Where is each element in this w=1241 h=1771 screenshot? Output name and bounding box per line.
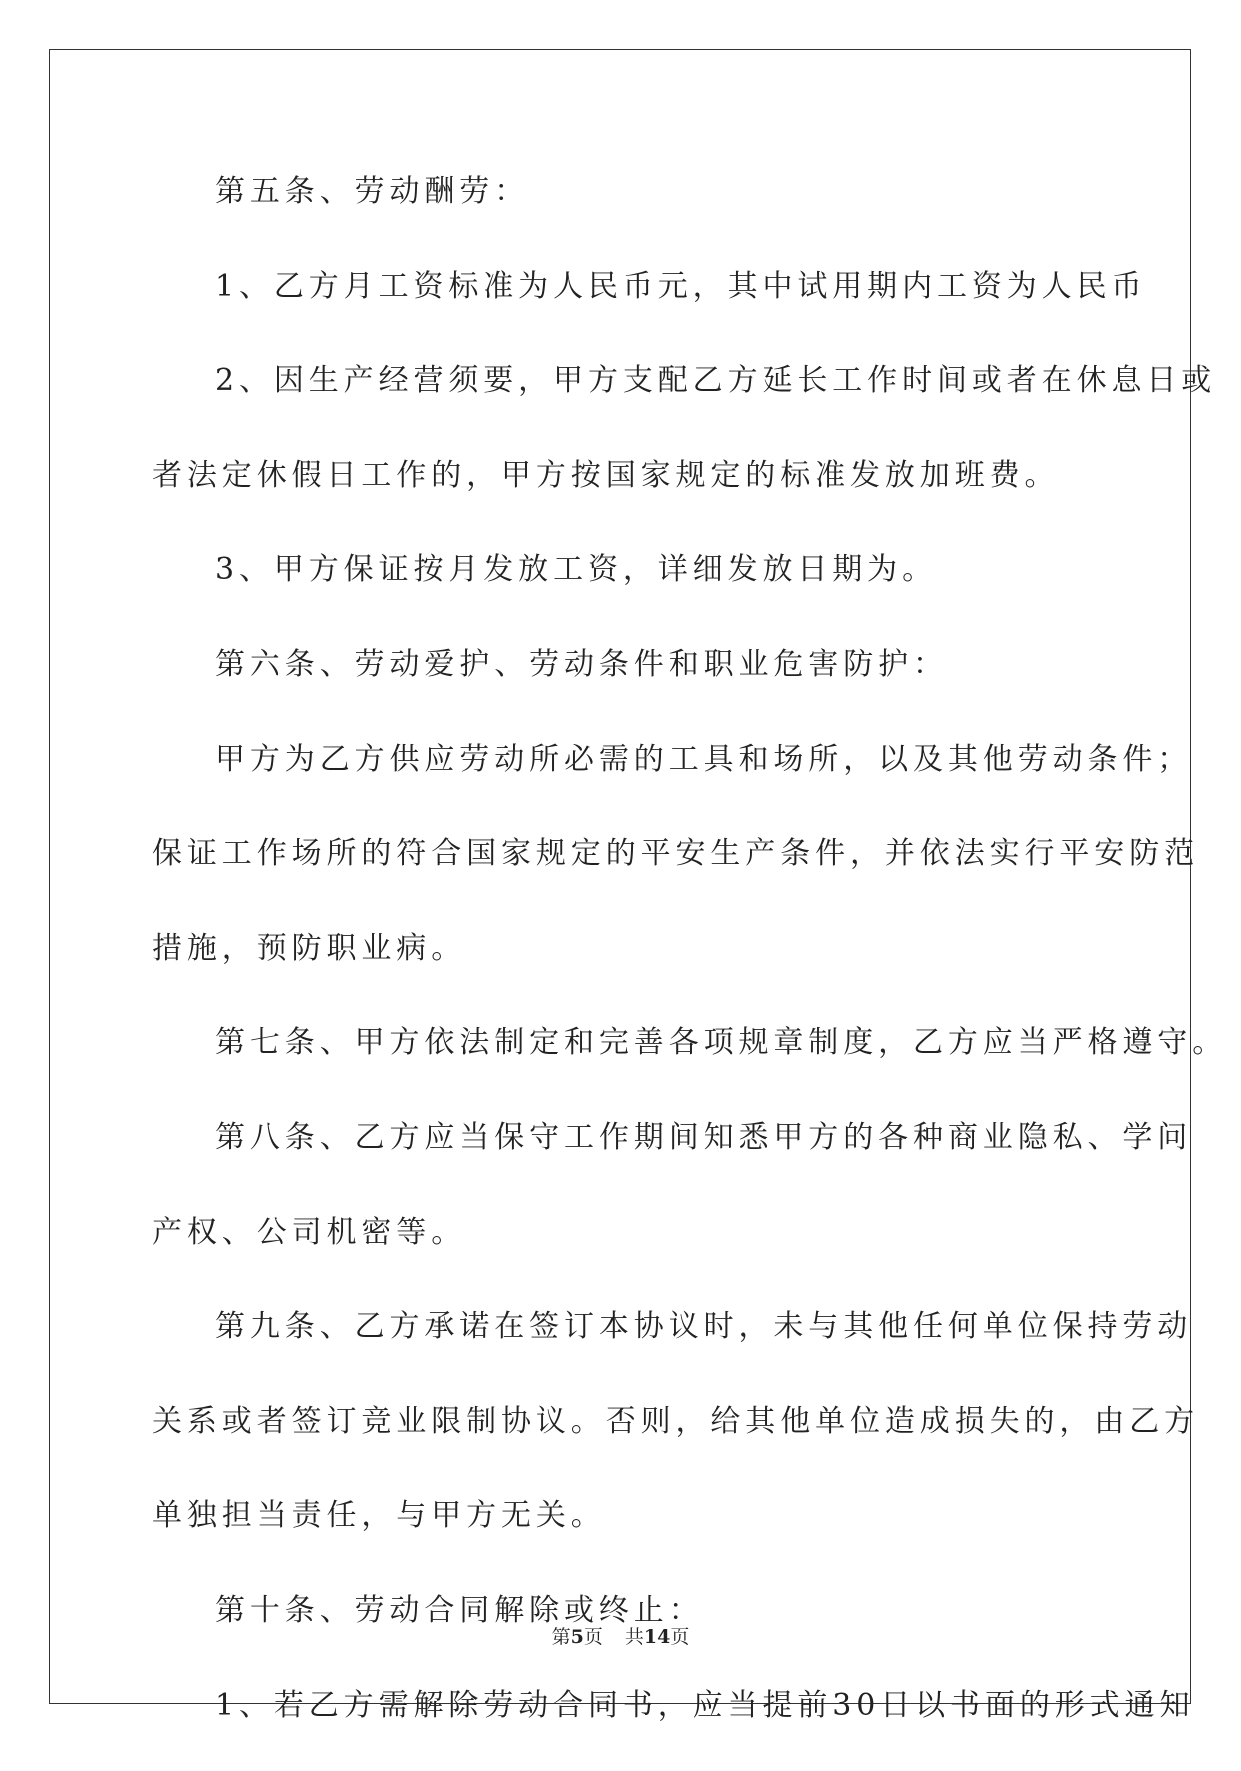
- text-line: 保证工作场所的符合国家规定的平安生产条件，并依法实行平安防范: [152, 836, 1199, 872]
- page-footer: [0, 1622, 1241, 1649]
- text-line: 第六条、劳动爱护、劳动条件和职业危害防护：: [215, 646, 948, 682]
- text-line: 1、若乙方需解除劳动合同书，应当提前30日以书面的形式通知: [215, 1687, 1195, 1723]
- text-line: 关系或者签订竞业限制协议。否则，给其他单位造成损失的，由乙方: [152, 1403, 1199, 1439]
- text-line: 3、甲方保证按月发放工资，详细发放日期为。: [215, 552, 937, 588]
- footer-total-prefix: 共: [624, 1626, 644, 1648]
- total-page-count: 14: [643, 1626, 671, 1648]
- document-body: [152, 163, 1228, 1771]
- footer-page-unit: 页: [583, 1626, 603, 1648]
- current-page-number: 5: [570, 1626, 584, 1648]
- paragraph-list: [152, 163, 1228, 1734]
- text-line: 2、因生产经营须要，甲方支配乙方延长工作时间或者在休息日或: [215, 363, 1217, 399]
- text-line: 第七条、甲方依法制定和完善各项规章制度，乙方应当严格遵守。: [215, 1025, 1228, 1061]
- text-line: 第十条、劳动合同解除或终止：: [215, 1592, 704, 1628]
- text-line: 第九条、乙方承诺在签订本协议时，未与其他任何单位保持劳动: [215, 1309, 1193, 1345]
- text-line: 甲方为乙方供应劳动所必需的工具和场所，以及其他劳动条件；: [215, 741, 1193, 777]
- text-line: 者法定休假日工作的，甲方按国家规定的标准发放加班费。: [152, 457, 1060, 493]
- footer-total-unit: 页: [670, 1626, 690, 1648]
- footer-prefix: 第: [551, 1626, 571, 1648]
- text-line: 措施，预防职业病。: [152, 930, 467, 966]
- text-line: 第五条、劳动酬劳：: [215, 174, 530, 209]
- text-line: 产权、公司机密等。: [152, 1214, 467, 1250]
- text-line: 1、乙方月工资标准为人民币元，其中试用期内工资为人民币: [215, 268, 1147, 304]
- text-line: 第八条、乙方应当保守工作期间知悉甲方的各种商业隐私、学问: [215, 1119, 1193, 1155]
- text-line: 单独担当责任，与甲方无关。: [152, 1498, 606, 1534]
